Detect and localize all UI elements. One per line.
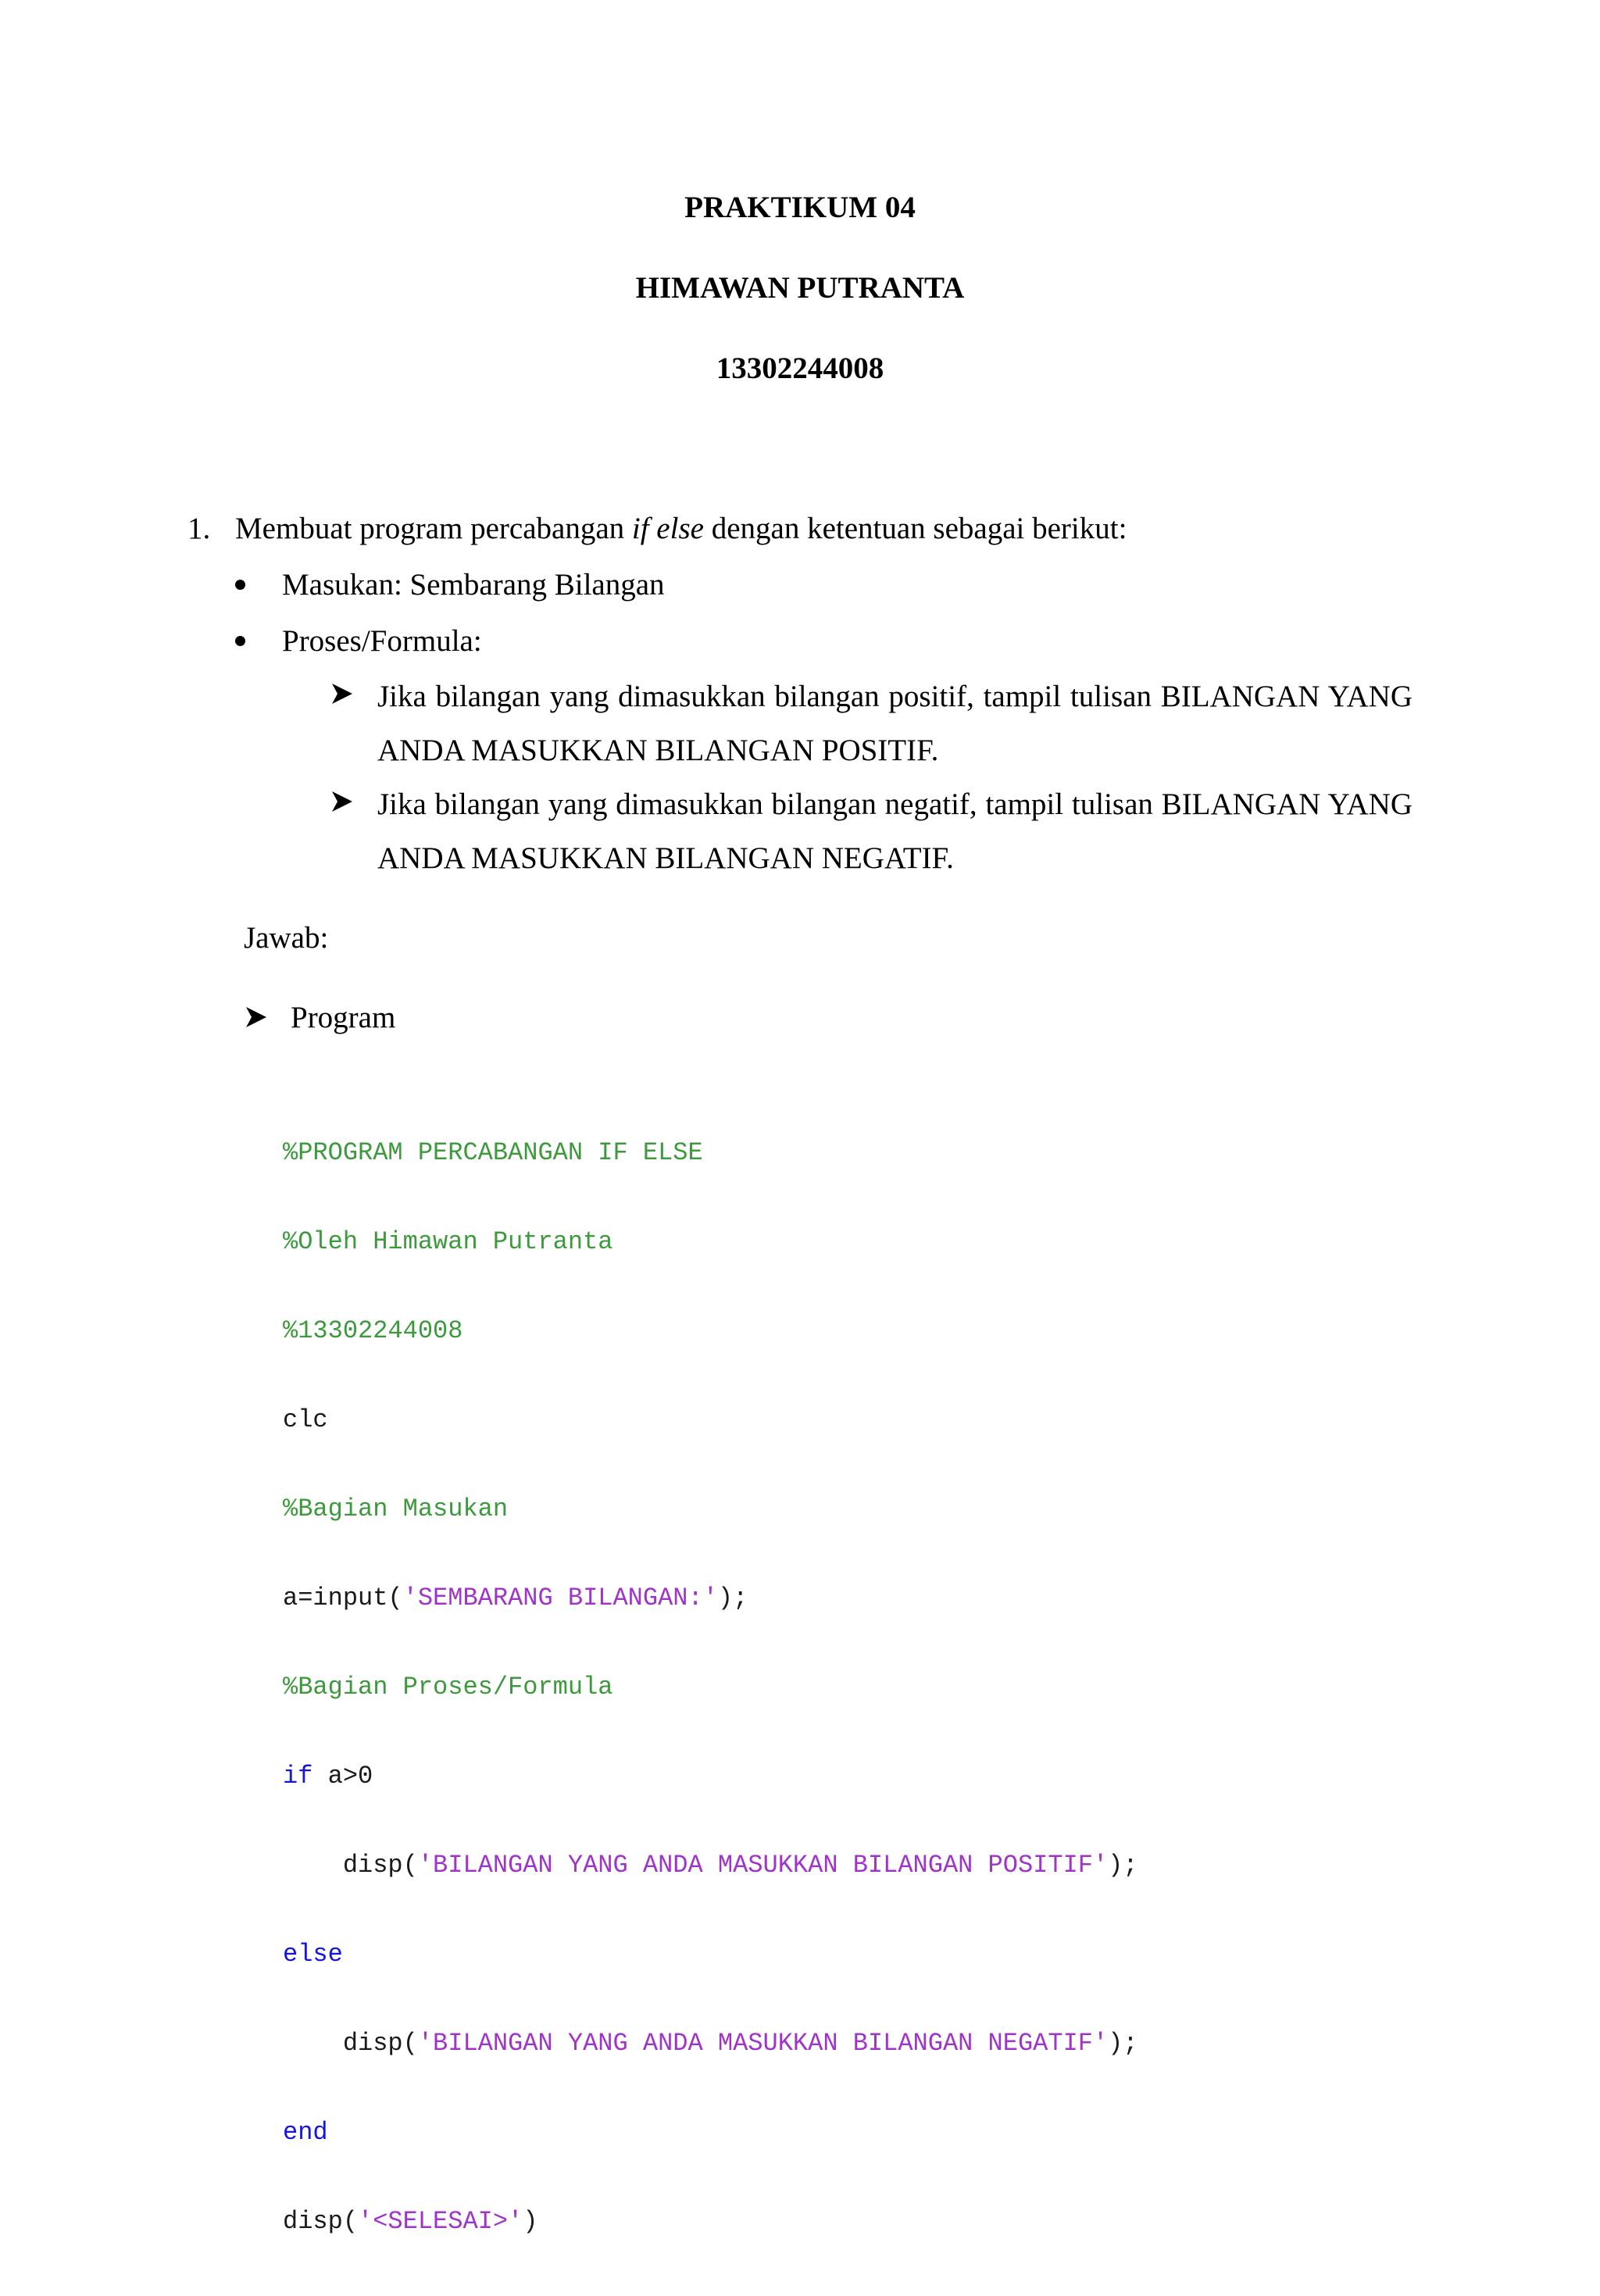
code-string: '<SELESAI>' [358, 2207, 523, 2236]
code-line: %13302244008 [283, 1316, 463, 1345]
code-line: %Bagian Proses/Formula [283, 1673, 613, 1701]
bullet-icon [235, 636, 245, 646]
code-token: a>0 [312, 1762, 373, 1791]
code-token: disp( [283, 2207, 359, 2236]
student-id: 13302244008 [716, 352, 884, 385]
code-string: 'BILANGAN YANG ANDA MASUKKAN BILANGAN POSITIF' [417, 1851, 1109, 1880]
code-keyword: if [283, 1762, 313, 1791]
code-line [283, 2207, 1138, 2237]
arrow-bullet-icon [330, 682, 354, 705]
code-line: %PROGRAM PERCABANGAN IF ELSE [283, 1138, 703, 1167]
code-line: clc [283, 1405, 328, 1434]
bullet-icon [235, 580, 245, 590]
code-token: disp( [283, 1851, 418, 1880]
bullet-item: Proses/Formula: [282, 624, 482, 658]
question-text [235, 513, 1127, 544]
sub-bullet-item: Jika bilangan yang dimasukkan bilangan positif, tampil tulisan BILANGAN YANG ANDA MASUKKAN BILANGAN POSITIF. [377, 680, 1412, 767]
code-string: 'BILANGAN YANG ANDA MASUKKAN BILANGAN NEGATIF' [417, 2029, 1109, 2058]
code-line: else [283, 1940, 343, 1969]
sub-bullet-item: Jika bilangan yang dimasukkan bilangan negatif, tampil tulisan BILANGAN YANG ANDA MASUKKAN BILANGAN NEGATIF. [377, 787, 1412, 875]
code-listing [283, 1079, 1138, 2296]
code-line [283, 1584, 1138, 1613]
arrow-bullet-icon [330, 790, 354, 813]
question-text-after: dengan ketentuan sebagai berikut: [703, 512, 1127, 545]
code-token: disp( [283, 2029, 418, 2058]
code-token: ) [523, 2207, 538, 2236]
code-token: ); [1108, 1851, 1138, 1880]
code-line [283, 1851, 1138, 1880]
code-line: end [283, 2118, 328, 2147]
code-token: a=input( [283, 1584, 403, 1612]
code-token: ); [717, 1584, 748, 1612]
question-number: 1. [188, 512, 211, 545]
code-line [283, 2029, 1138, 2059]
arrow-bullet-icon [245, 1005, 268, 1029]
question-text-before: Membuat program percabangan [235, 512, 632, 545]
bullet-item: Masukan: Sembarang Bilangan [282, 568, 665, 602]
code-line: %Bagian Masukan [283, 1494, 509, 1523]
code-line [283, 1762, 1138, 1791]
code-string: 'SEMBARANG BILANGAN:' [402, 1584, 718, 1612]
answer-label: Jawab: [244, 921, 329, 955]
code-line: %Oleh Himawan Putranta [283, 1227, 613, 1256]
code-token: ); [1108, 2029, 1138, 2058]
question-text-italic: if else [631, 512, 704, 545]
page-title: PRAKTIKUM 04 [684, 191, 916, 224]
program-label: Program [291, 1001, 396, 1034]
author-name: HIMAWAN PUTRANTA [635, 271, 965, 305]
